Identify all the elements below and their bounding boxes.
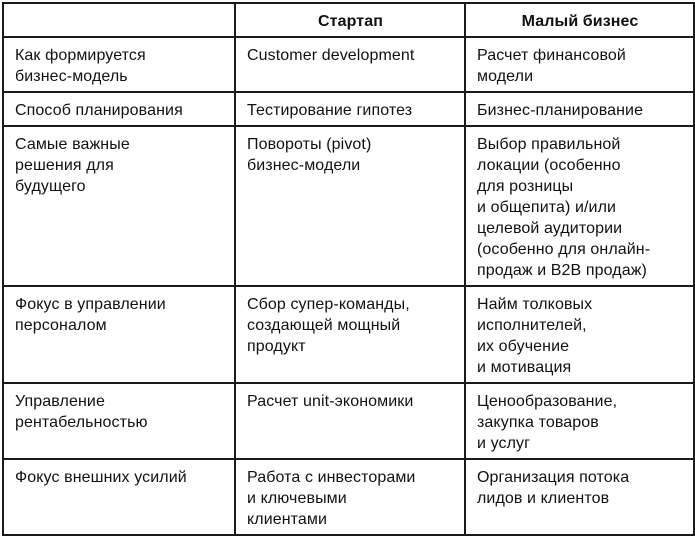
aspect-cell: Способ планирования [3, 92, 235, 126]
header-aspect [3, 3, 235, 37]
small-business-cell: Найм толковых исполнителей, их обучение и мотивация [465, 286, 694, 383]
table-row [3, 37, 694, 92]
small-business-cell: Ценообразование, закупка товаров и услуг [465, 383, 694, 459]
startup-cell: Работа с инвесторами и ключевыми клиентами [235, 459, 465, 535]
table-row [3, 92, 694, 126]
aspect-cell [3, 286, 235, 383]
small-business-cell: Бизнес-планирование [465, 92, 694, 126]
table-row [3, 286, 694, 383]
small-business-cell: Организация потока лидов и клиентов [465, 459, 694, 535]
aspect-cell: Управление рентабельностью [3, 383, 235, 459]
startup-cell: Сбор супер-команды, создающей мощный продукт [235, 286, 465, 383]
table-row [3, 383, 694, 459]
startup-cell: Тестирование гипотез [235, 92, 465, 126]
header-small-business: Малый бизнес [465, 3, 694, 37]
aspect-cell: Как формируется бизнес-модель [3, 37, 235, 92]
startup-cell: Расчет unit-экономики [235, 383, 465, 459]
small-business-cell: Расчет финансовой модели [465, 37, 694, 92]
startup-cell: Повороты (pivot) бизнес-модели [235, 126, 465, 286]
startup-cell: Customer development [235, 37, 465, 92]
table-row [3, 126, 694, 286]
comparison-table [2, 2, 695, 536]
aspect-cell: Фокус внешних усилий [3, 459, 235, 535]
header-row [3, 3, 694, 37]
aspect-text: Фокус в управлении персоналом [15, 296, 166, 334]
small-business-cell: Выбор правильной локации (особенно для розницы и общепита) и/или целевой аудитории (особенно для онлайн- продаж и B2B продаж) [465, 126, 694, 286]
table-row [3, 459, 694, 535]
aspect-cell: Самые важные решения для будущего [3, 126, 235, 286]
header-startup: Стартап [235, 3, 465, 37]
